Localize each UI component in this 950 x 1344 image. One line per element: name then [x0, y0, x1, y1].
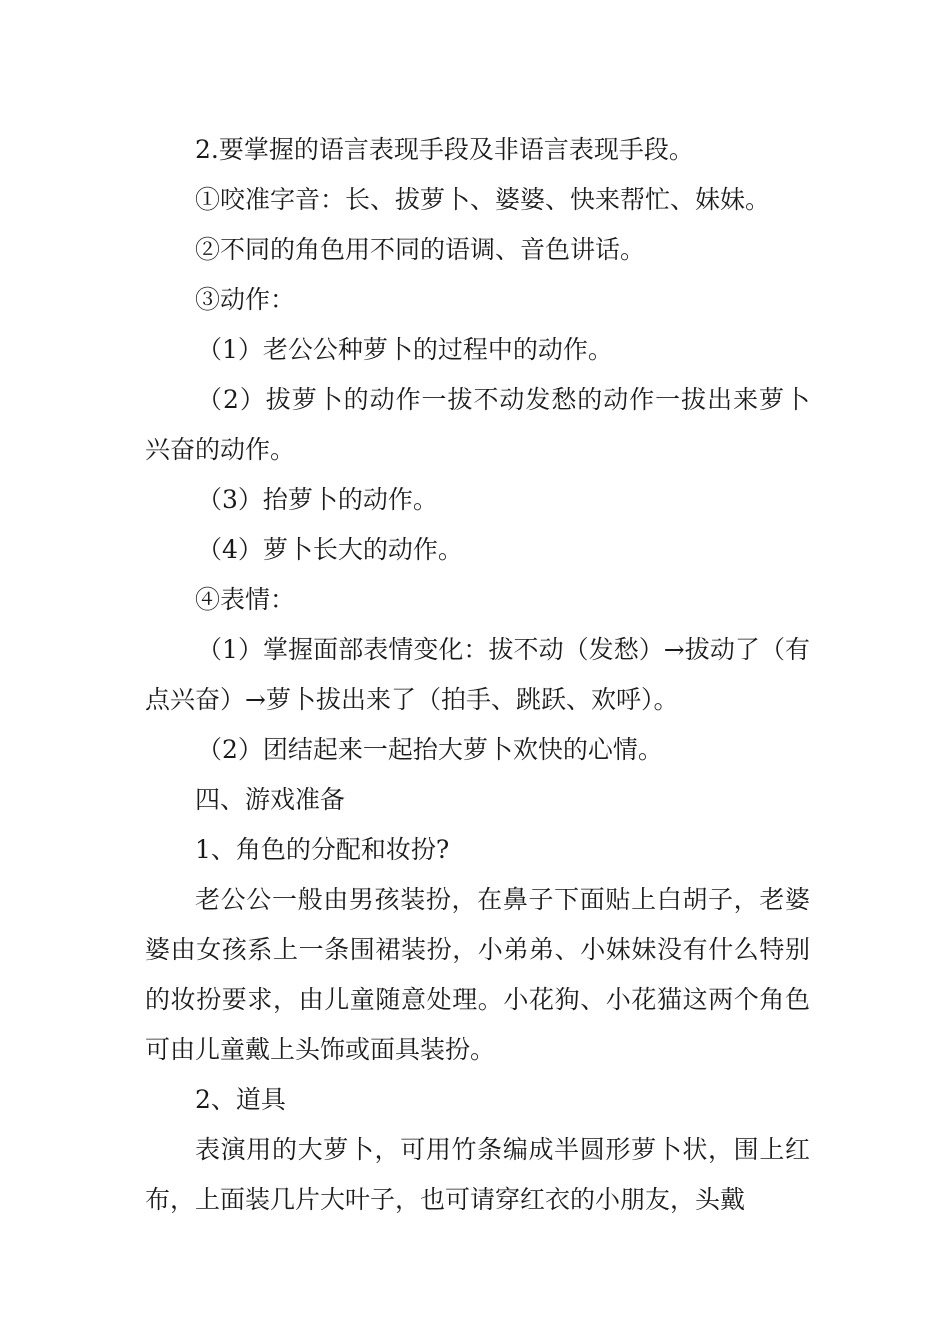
paragraph-expressions-heading: ④表情： — [195, 585, 296, 614]
paragraph-language-means: 2.要掌握的语言表现手段及非语言表现手段。 — [195, 135, 694, 164]
section-heading-game-prep: 四、游戏准备 — [195, 785, 346, 814]
paragraph-expression-1: （1）掌握面部表情变化：拔不动（发愁）→拔动了（有点兴奋）→萝卜拔出来了（拍手、跳跃、欢呼）。 — [145, 635, 810, 714]
paragraph-roles-description: 老公公一般由男孩装扮，在鼻子下面贴上白胡子，老婆婆由女孩系上一条围裙装扮，小弟弟、小妹妹没有什么特别的妆扮要求，由儿童随意处理。小花狗、小花猫这两个角色可由儿童戴上头饰或面具装扮。 — [145, 885, 810, 1064]
paragraph-action-4: （4）萝卜长大的动作。 — [197, 535, 463, 564]
paragraph-tone: ②不同的角色用不同的语调、音色讲话。 — [195, 235, 646, 264]
paragraph-props-description: 表演用的大萝卜，可用竹条编成半圆形萝卜状，围上红布，上面装几片大叶子，也可请穿红衣的小朋友，头戴 — [145, 1135, 810, 1214]
paragraph-action-2: （2）拔萝卜的动作一拔不动发愁的动作一拔出来萝卜兴奋的动作。 — [145, 385, 810, 464]
subheading-props: 2、道具 — [195, 1085, 286, 1114]
paragraph-action-1: （1）老公公种萝卜的过程中的动作。 — [197, 335, 613, 364]
paragraph-action-3: （3）抬萝卜的动作。 — [197, 485, 438, 514]
paragraph-expression-2: （2）团结起来一起抬大萝卜欢快的心情。 — [197, 735, 663, 764]
paragraph-pronunciation: ①咬准字音：长、拔萝卜、婆婆、快来帮忙、妹妹。 — [195, 185, 771, 214]
subheading-roles: 1、角色的分配和妆扮? — [195, 835, 450, 864]
paragraph-actions-heading: ③动作： — [195, 285, 296, 314]
